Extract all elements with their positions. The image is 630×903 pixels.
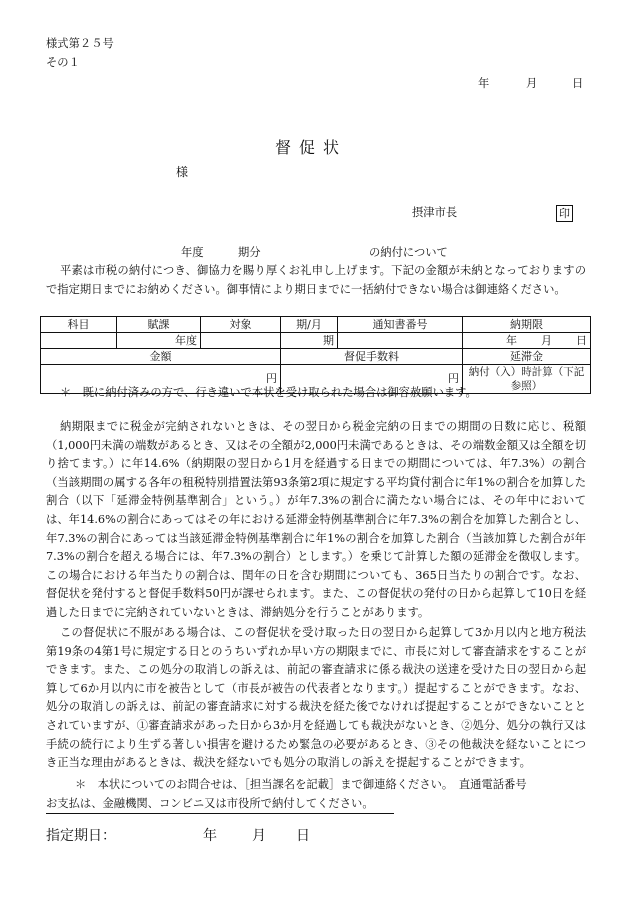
form-sub-number: その１ xyxy=(46,56,80,69)
table-row xyxy=(41,349,591,365)
due-date-month: 月 xyxy=(252,828,266,844)
cell-fiscal-year: 年度 xyxy=(117,333,201,349)
cell-due-date xyxy=(463,333,591,349)
delinquency-paragraph: 納期限までに税金が完納されないときは、その翌日から税金完納の日までの期間の日数に応じ、税額（1,000円未満の端数があるとき、又はその全額が2,000円未満であるときは、その端数金額又は全額を切り捨てます。）に年14.6%（納期限の翌日から1月を経過する日までの期間については、年7.3%）の割合（当該期間の属する各年の租税特別措置法第93条第2項に規定する平均貸付割合に年1%の割合を加算した割合（以下「延滞金特例基準割合」という。）が年7.3%の割合に満たない場合には、その年中においては、年14.6%の割合にあってはその年における延滞金特例基準割合に年7.3%の割合を加算した割合とし、年7.3%の割合にあっては当該延滞金特例基準割合に年1%の割合を加算した割合（当該加算した割合が年7.3%の割合を超える場合には、年7.3%の割合）とします。）を乗じて計算した額の延滞金を徴収します。この場合における年当たりの割合は、閏年の日を含む期間についても、365日当たりの割合です。なお、督促状を発付すると督促手数料50円が課せられます。また、この督促状の発付の日から起算して10日を経過した日までに完納されていないときは、滞納処分を行うことがあります。 xyxy=(46,420,586,619)
tax-info-table xyxy=(40,316,591,394)
due-month-unit: 月 xyxy=(541,333,552,347)
cell-period: 期 xyxy=(281,333,338,349)
appeal-paragraph: この督促状に不服がある場合は、この督促状を受け取った日の翌日から起算して3か月以内と地方税法第19条の4第1号に規定する日とのうちいずれか早い方の期限までに、市長に対して審査請求をすることができます。また、この処分の取消しの訴えは、前記の審査請求に係る裁決の送達を受けた日の翌日から起算して6か月以内に市を被告として（市長が被告の代表者となります。）提起することができます。なお、処分の取消しの訴えは、前記の審査請求に対する裁決を経た後でなければ提起することができないこととされていますが、①審査請求があった日から3か月を経過しても裁決がないとき、②処分、処分の執行又は手続の続行により生ずる著しい損害を避けるため緊急の必要があるとき、③その他裁決を経ないことにつき正当な理由があるときは、裁決を経ないでも処分の取消しの訴えを提起することができます。 xyxy=(46,626,586,770)
table-header-row xyxy=(41,317,591,333)
issue-date-year: 年 xyxy=(478,77,490,90)
col-due-date: 納期限 xyxy=(463,317,591,333)
due-day-unit: 日 xyxy=(576,333,587,347)
col-target: 対象 xyxy=(201,317,281,333)
col-assessment: 賦課 xyxy=(117,317,201,333)
col-amount: 金額 xyxy=(41,349,281,365)
payment-notice: お支払は、金融機関、コンビニ又は市役所で納付してください。 xyxy=(46,797,374,810)
due-date-year: 年 xyxy=(203,828,217,844)
cell-delinquency: 納付（入）時計算（下記参照） xyxy=(463,365,591,394)
cell-fee: 円 xyxy=(281,365,463,394)
seal-mark: 印 xyxy=(556,205,573,222)
col-fee: 督促手数料 xyxy=(281,349,463,365)
issuer-name: 摂津市長 xyxy=(412,206,458,219)
due-year-unit: 年 xyxy=(506,333,517,347)
issue-date-month: 月 xyxy=(526,77,538,90)
already-paid-notice: ＊ 既に納付済みの方で、行き違いで本状を受け取られた場合は御容赦願います。 xyxy=(60,386,477,399)
divider-line xyxy=(46,813,394,814)
cell-subject-value xyxy=(41,333,117,349)
subject-tail: の納付について xyxy=(369,246,448,259)
table-row xyxy=(41,333,591,349)
document-title: 督促状 xyxy=(275,138,348,157)
col-subject: 科目 xyxy=(41,317,117,333)
intro-paragraph: 平素は市税の納付につき、御協力を賜り厚くお礼申し上げます。下記の金額が未納となっておりますので指定期日までにお納めください。御事情により期日までに一括納付できない場合は御連絡ください。 xyxy=(46,264,586,296)
due-date-label: 指定期日： xyxy=(46,828,116,844)
col-period: 期/月 xyxy=(281,317,338,333)
col-delinquency: 延滞金 xyxy=(463,349,591,365)
addressee-suffix: 様 xyxy=(176,165,189,179)
form-number: 様式第２５号 xyxy=(46,37,114,50)
cell-target-value xyxy=(201,333,281,349)
contact-notice: ＊ 本状についてのお問合せは、［担当課名を記載］まで御連絡ください。 直通電話番号 xyxy=(75,778,527,791)
cell-amount: 円 xyxy=(41,365,281,394)
issuer-seal xyxy=(556,202,573,222)
subject-year: 年度 xyxy=(181,246,204,259)
cell-notice-number-value xyxy=(338,333,463,349)
col-notice-number: 通知書番号 xyxy=(338,317,463,333)
due-date-day: 日 xyxy=(296,828,310,844)
issue-date-day: 日 xyxy=(572,77,584,90)
subject-period: 期分 xyxy=(238,246,261,259)
